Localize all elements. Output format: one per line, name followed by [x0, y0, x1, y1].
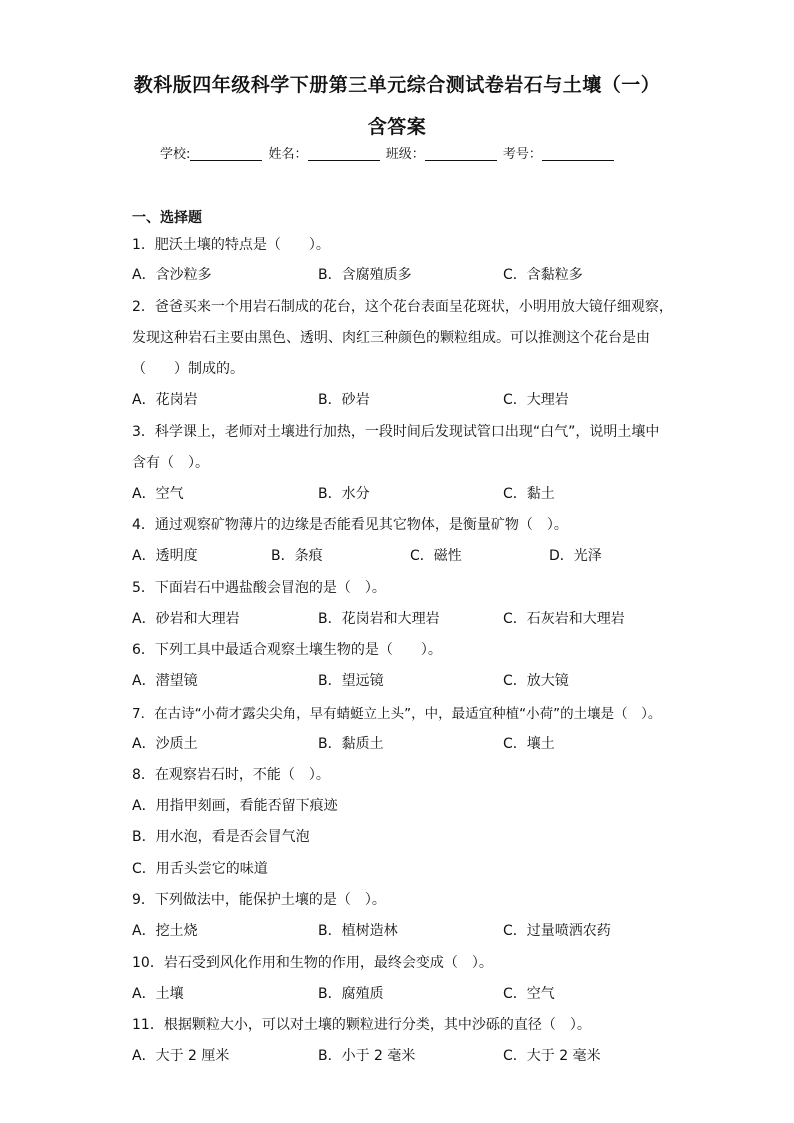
school-blank[interactable] — [190, 146, 262, 161]
option-b: B．植树造林 — [318, 923, 398, 939]
question-text: 7．在古诗“小荷才露尖尖角，早有蜻蜓立上头”，中，最适宜种植“小荷”的土壤是（ ）。 — [132, 706, 662, 722]
option-c: C．大于 2 毫米 — [503, 1048, 601, 1064]
option-b: B．望远镜 — [318, 673, 384, 689]
school-label: 学校: — [160, 147, 191, 162]
name-blank[interactable] — [308, 146, 380, 161]
class-blank[interactable] — [425, 146, 497, 161]
option-b: B．条痕 — [271, 548, 323, 564]
option-c: C．壤土 — [503, 736, 555, 752]
option-d: D．光泽 — [549, 548, 602, 564]
question-text: 含有（ ）。 — [132, 455, 209, 471]
exam-title-cont: 含答案 — [367, 116, 427, 138]
option-a: A．花岗岩 — [132, 392, 198, 408]
option-b: B．黏质土 — [318, 736, 384, 752]
option-c: C．大理岩 — [503, 392, 569, 408]
option-a: A．砂岩和大理岩 — [132, 611, 240, 627]
student-info-row — [160, 143, 616, 162]
option-b: B．花岗岩和大理岩 — [318, 611, 440, 627]
exam-no-label: 考号： — [502, 147, 542, 162]
question-text: 6．下列工具中最适合观察土壤生物的是（ ）。 — [132, 642, 442, 658]
option-b: B．水分 — [318, 486, 370, 502]
option-a: A．挖土烧 — [132, 923, 198, 939]
option-a: A．大于 2 厘米 — [132, 1048, 230, 1064]
option-b: B．腐殖质 — [318, 986, 384, 1002]
question-text: 11．根据颗粒大小，可以对土壤的颗粒进行分类，其中沙砾的直径（ ）。 — [132, 1017, 591, 1033]
option-c: C．用舌头尝它的味道 — [132, 861, 268, 877]
question-text: 4．通过观察矿物薄片的边缘是否能看见其它物体，是衡量矿物（ ）。 — [132, 517, 568, 533]
question-text: 2．爸爸买来一个用岩石制成的花台，这个花台表面呈花斑状，小明用放大镜仔细观察， — [132, 299, 673, 315]
option-c: C．过量喷洒农药 — [503, 923, 611, 939]
question-text: 3．科学课上，老师对土壤进行加热，一段时间后发现试管口出现“白气”，说明土壤中 — [132, 424, 660, 440]
class-label: 班级： — [385, 147, 425, 162]
section-heading: 一、选择题 — [132, 210, 202, 226]
option-a: A．含沙粒多 — [132, 267, 212, 283]
exam-title: 教科版四年级科学下册第三单元综合测试卷岩石与土壤（一） — [133, 74, 661, 96]
option-b: B．用水泡，看是否会冒气泡 — [132, 829, 310, 845]
question-text: （ ）制成的。 — [132, 361, 244, 377]
option-c: C．空气 — [503, 986, 555, 1002]
option-b: B．小于 2 毫米 — [318, 1048, 416, 1064]
option-a: A．土壤 — [132, 986, 184, 1002]
exam-no-blank[interactable] — [542, 146, 614, 161]
option-b: B．含腐殖质多 — [318, 267, 412, 283]
option-c: C．放大镜 — [503, 673, 569, 689]
option-a: A．空气 — [132, 486, 184, 502]
option-a: A．潜望镜 — [132, 673, 198, 689]
option-c: C．磁性 — [410, 548, 462, 564]
question-text: 5．下面岩石中遇盐酸会冒泡的是（ ）。 — [132, 580, 386, 596]
name-label: 姓名： — [268, 147, 308, 162]
option-c: C．黏土 — [503, 486, 555, 502]
question-text: 9．下列做法中，能保护土壤的是（ ）。 — [132, 892, 386, 908]
option-c: C．石灰岩和大理岩 — [503, 611, 625, 627]
option-c: C．含黏粒多 — [503, 267, 583, 283]
option-b: B．砂岩 — [318, 392, 370, 408]
question-text: 发现这种岩石主要由黑色、透明、肉红三种颜色的颗粒组成。可以推测这个花台是由 — [132, 330, 650, 346]
question-text: 1．肥沃土壤的特点是（ ）。 — [132, 237, 330, 253]
option-a: A．沙质土 — [132, 736, 198, 752]
option-a: A．透明度 — [132, 548, 198, 564]
question-text: 8．在观察岩石时，不能（ ）。 — [132, 767, 330, 783]
question-text: 10．岩石受到风化作用和生物的作用，最终会变成（ ）。 — [132, 955, 493, 971]
option-a: A．用指甲刻画，看能否留下痕迹 — [132, 798, 338, 814]
